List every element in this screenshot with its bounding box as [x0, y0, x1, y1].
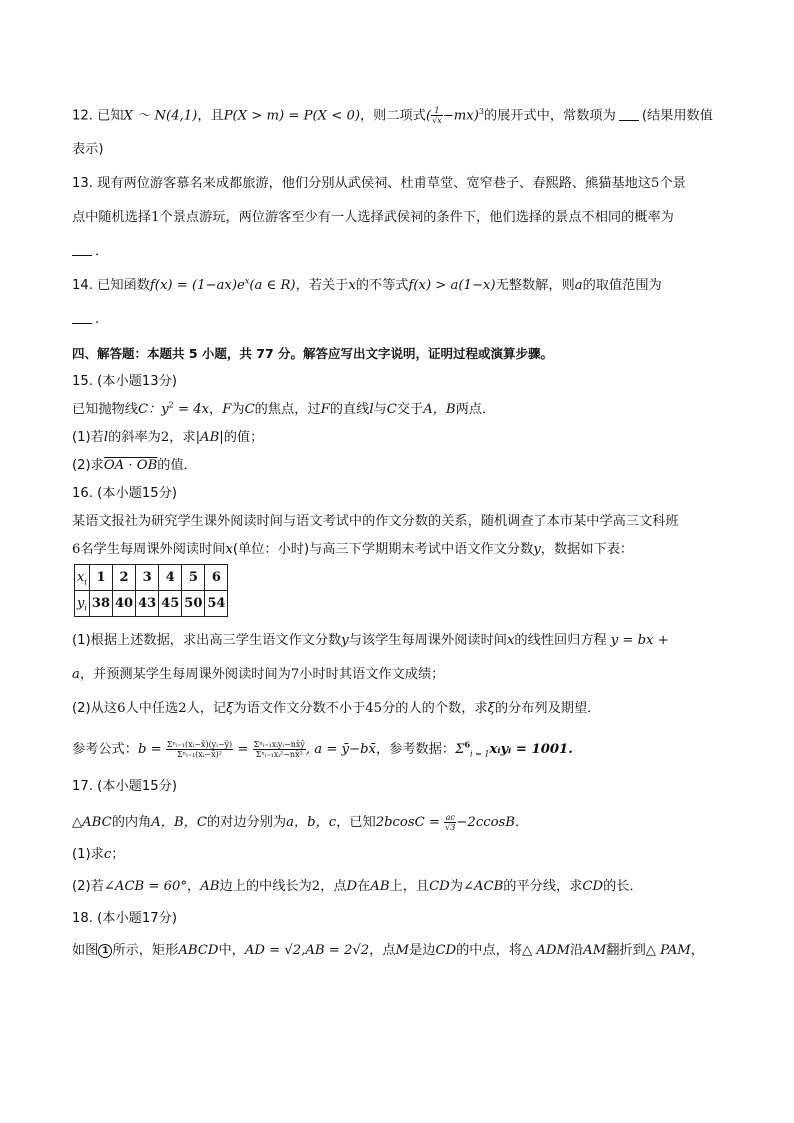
q15-part-2: (2)求OA · OB的值．: [72, 458, 197, 473]
exam-page: [72, 96, 727, 961]
q17-part-1: (1)求c；: [72, 847, 125, 862]
table-cell: 45: [159, 591, 182, 617]
regression-fraction-1: $\frac{\text{Σⁿᵢ₌₁(xᵢ−x̄)(yᵢ−ȳ)}}{\text{Σⁿᵢ₌₁(xᵢ−x̄)²}}$: [166, 739, 233, 759]
table-cell: 6: [205, 565, 228, 591]
q12-line-2: 表示): [72, 142, 104, 157]
regression-fraction-2: $\frac{\text{Σⁿᵢ₌₁xᵢyᵢ−nx̄ȳ}}{\text{Σⁿᵢ₌₁xᵢ²−nx̄²}}$: [253, 739, 305, 759]
table-cell: 1: [89, 565, 112, 591]
q15-head: 15. (本小题13分): [72, 374, 177, 389]
table-cell: 5: [182, 565, 205, 591]
table-cell: 38: [89, 591, 112, 617]
q16-part-2: (2)从这6人中任选2人，记ξ为语文作文分数不小于45分的人的个数，求ξ的分布列及期望．: [72, 701, 601, 716]
q17-fraction: $\frac{ac}{√3}$: [445, 812, 456, 832]
answer-blank[interactable]: [72, 243, 92, 256]
q16-part-1-line-1: (1)根据上述数据，求出高三学生语文作文分数y与该学生每周课外阅读时间x的线性回归方程 y = bx +: [72, 633, 669, 648]
table-cell: 43: [136, 591, 159, 617]
table-cell: 3: [136, 565, 159, 591]
q16-part-1-line-2: a，并预测某学生每周课外阅读时间为7小时时其语文作文成绩；: [72, 667, 445, 682]
q16-reference-formula: 参考公式：b = $\frac{\text{Σⁿᵢ₌₁(xᵢ−x̄)(yᵢ−ȳ)}}{\text{Σⁿᵢ₌₁(xᵢ−x̄)²}}$ = $\frac{\text{Σⁿᵢ₌₁xᵢyᵢ−nx̄ȳ}}{\text{Σⁿᵢ₌₁xᵢ²−nx̄²}}$ , a = ȳ−bx̄，参考数据：$\Sigma^6_{i = 1}xᵢyᵢ = 1001$.: [72, 739, 573, 759]
table-cell: 50: [182, 591, 205, 617]
table-row: [75, 565, 228, 591]
q13-line-1: 13. 现有两位游客慕名来成都旅游，他们分别从武侯祠、杜甫草堂、宽窄巷子、春熙路、熊猫基地这5个景: [72, 176, 686, 191]
q15-stem: 已知抛物线C：$y^2 = 4x$，F为C的焦点，过F的直线l与C交于A，B两点．: [72, 400, 496, 417]
q13-line-3: ．: [72, 242, 727, 262]
table-cell: 4: [159, 565, 182, 591]
q12-fraction: $\frac{1}{√x}$: [432, 106, 442, 125]
table-header-x: $x_i$: [75, 565, 90, 591]
q15-part-1: (1)若l的斜率为2，求|AB|的值；: [72, 430, 264, 445]
q17-head: 17. (本小题15分): [72, 779, 177, 794]
q17-stem: △ABC的内角A，B，C的对边分别为a，b，c，已知2bcosC = $\frac{ac}{√3}$ −2ccosB．: [72, 812, 529, 832]
answer-blank[interactable]: [72, 311, 92, 324]
q16-head: 16. (本小题15分): [72, 486, 177, 501]
q18-head: 18. (本小题17分): [72, 911, 177, 926]
figure-number-badge: 1: [98, 944, 112, 958]
table-row: [75, 591, 228, 617]
table-cell: 2: [113, 565, 136, 591]
section-4-heading: 四、解答题：本题共 5 小题，共 77 分。解答应写出文字说明，证明过程或演算步骤。: [72, 346, 554, 361]
q12-line-1: 12. 已知X ～ N(4,1)，且P(X > m) = P(X < 0)，则二项式( $\frac{1}{√x}$ −mx)$^3$的展开式中，常数项为 (结果用数值: [72, 106, 713, 125]
q18-stem: 如图 1 所示，矩形ABCD中，AD = √2,AB = 2√2，点M是边CD的中点，将△ ADM沿AM翻折到△ PAM，: [72, 943, 704, 958]
q16-stem-2: 6名学生每周课外阅读时间x(单位：小时)与高三下学期期末考试中语文作文分数y，数据如下表：: [72, 542, 634, 557]
answer-blank[interactable]: [619, 108, 639, 121]
q16-stem-1: 某语文报社为研究学生课外阅读时间与语文考试中的作文分数的关系，随机调查了本市某中学高三文科班: [72, 514, 679, 529]
table-header-y: $y_i$: [75, 591, 90, 617]
q14-line-2: .: [72, 310, 727, 330]
q16-data-table: [74, 564, 228, 617]
table-cell: 54: [205, 591, 228, 617]
q17-part-2: (2)若∠ACB = 60°，AB边上的中线长为2，点D在AB上，且CD为∠ACB的平分线，求CD的长．: [72, 879, 643, 894]
table-cell: 40: [113, 591, 136, 617]
q14-line-1: 14. 已知函数$f(x) = (1-ax)e^x(a$ ∈ R)，若关于x的不等式f(x) > a(1−x)无整数解，则a的取值范围为: [72, 276, 662, 293]
q13-line-2: 点中随机选择1个景点游玩，两位游客至少有一人选择武侯祠的条件下，他们选择的景点不相同的概率为: [72, 210, 674, 225]
